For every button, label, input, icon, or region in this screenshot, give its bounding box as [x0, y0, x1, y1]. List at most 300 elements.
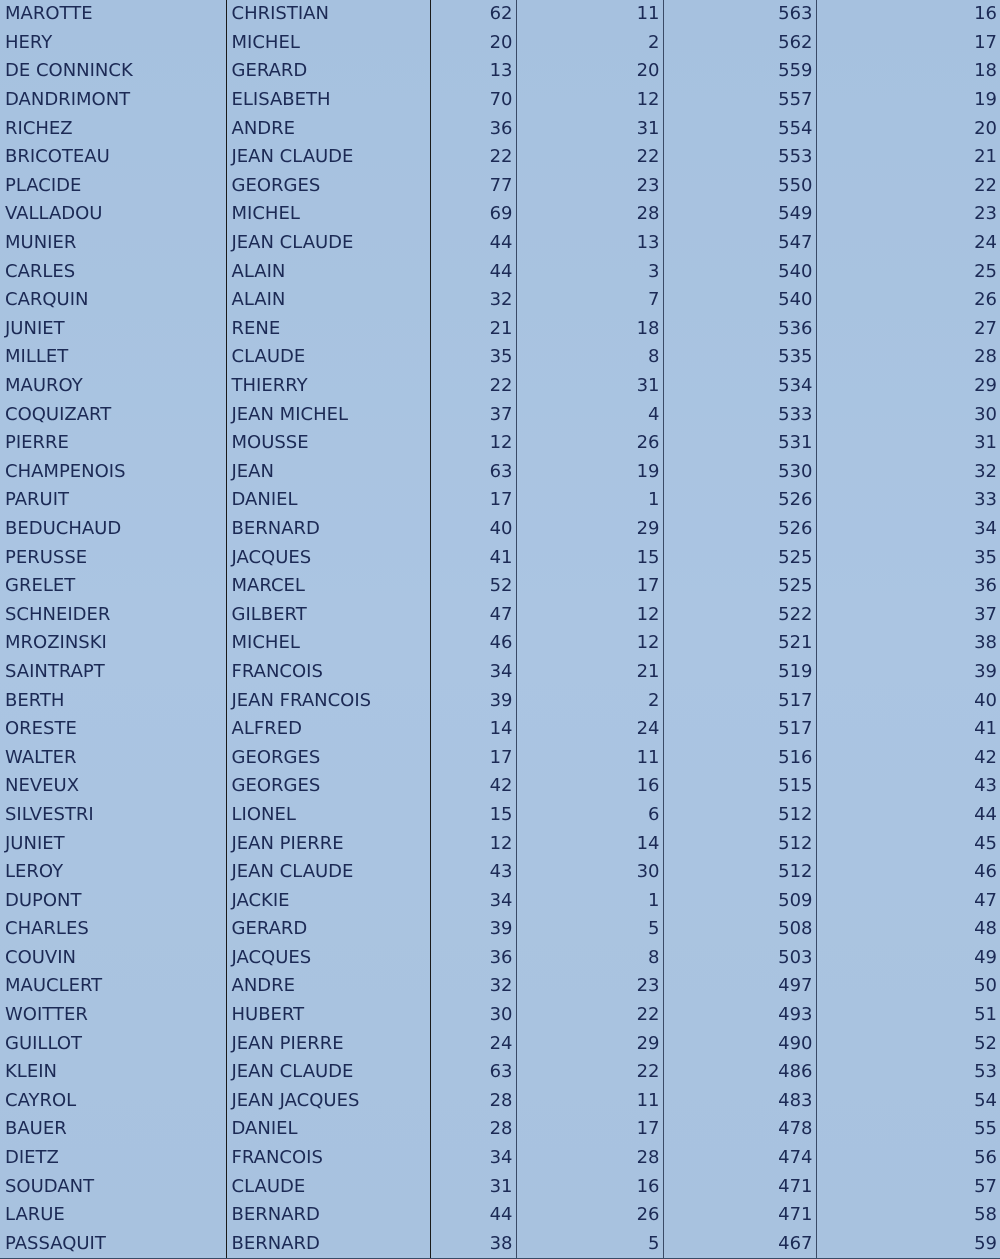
cell-first-name: MICHEL [226, 629, 430, 658]
cell-value-a: 12 [430, 829, 516, 858]
cell-total: 471 [663, 1201, 816, 1230]
cell-total: 547 [663, 229, 816, 258]
cell-value-a: 35 [430, 343, 516, 372]
cell-value-a: 15 [430, 801, 516, 830]
cell-first-name: CLAUDE [226, 343, 430, 372]
table-row [0, 743, 1000, 772]
table-row [0, 172, 1000, 201]
cell-total: 519 [663, 658, 816, 687]
cell-first-name: JEAN CLAUDE [226, 1058, 430, 1087]
cell-last-name: CARLES [5, 260, 76, 282]
cell-value-b: 29 [516, 1029, 663, 1058]
table-row [0, 858, 1000, 887]
cell-value-b: 16 [516, 1172, 663, 1201]
cell-value-b: 15 [516, 543, 663, 572]
cell-last-name: PARUIT [5, 489, 70, 511]
cell-value-b: 7 [516, 286, 663, 315]
cell-value-a: 41 [430, 543, 516, 572]
cell-rank: 56 [816, 1144, 1000, 1173]
cell-total: 559 [663, 57, 816, 86]
cell-value-b: 5 [516, 915, 663, 944]
cell-last-name: DIETZ [5, 1147, 59, 1169]
cell-last-name: DE CONNINCK [5, 60, 133, 82]
cell-rank: 53 [816, 1058, 1000, 1087]
cell-total: 533 [663, 400, 816, 429]
table-row [0, 772, 1000, 801]
cell-total: 534 [663, 372, 816, 401]
cell-total: 540 [663, 286, 816, 315]
cell-value-a: 39 [430, 686, 516, 715]
table-row [0, 257, 1000, 286]
cell-value-b: 12 [516, 600, 663, 629]
cell-total: 483 [663, 1087, 816, 1116]
cell-last-name: GRELET [5, 575, 76, 597]
cell-value-a: 70 [430, 86, 516, 115]
cell-value-a: 34 [430, 658, 516, 687]
cell-total: 478 [663, 1115, 816, 1144]
cell-rank: 45 [816, 829, 1000, 858]
cell-last-name: WOITTER [5, 1004, 88, 1026]
cell-value-b: 31 [516, 372, 663, 401]
cell-value-a: 69 [430, 200, 516, 229]
cell-rank: 34 [816, 515, 1000, 544]
cell-first-name: FRANCOIS [226, 658, 430, 687]
cell-last-name: RICHEZ [5, 117, 73, 139]
cell-value-b: 22 [516, 1001, 663, 1030]
table-row [0, 143, 1000, 172]
cell-rank: 35 [816, 543, 1000, 572]
cell-value-b: 28 [516, 200, 663, 229]
table-row [0, 515, 1000, 544]
cell-value-b: 24 [516, 715, 663, 744]
cell-first-name: GEORGES [226, 172, 430, 201]
cell-first-name: ALFRED [226, 715, 430, 744]
cell-value-a: 38 [430, 1230, 516, 1259]
cell-last-name: BERTH [5, 689, 65, 711]
cell-value-a: 37 [430, 400, 516, 429]
cell-value-a: 44 [430, 1201, 516, 1230]
cell-rank: 49 [816, 944, 1000, 973]
table-row [0, 372, 1000, 401]
cell-last-name: MAUROY [5, 375, 83, 397]
cell-first-name: JACQUES [226, 543, 430, 572]
cell-last-name: SOUDANT [5, 1175, 95, 1197]
cell-value-a: 34 [430, 886, 516, 915]
cell-first-name: JEAN CLAUDE [226, 229, 430, 258]
cell-total: 525 [663, 572, 816, 601]
cell-value-a: 12 [430, 429, 516, 458]
cell-first-name: MOUSSE [226, 429, 430, 458]
cell-value-a: 17 [430, 743, 516, 772]
cell-first-name: BERNARD [226, 1201, 430, 1230]
cell-total: 557 [663, 86, 816, 115]
table-row [0, 944, 1000, 973]
cell-last-name: COUVIN [5, 946, 76, 968]
cell-rank: 52 [816, 1029, 1000, 1058]
table-row [0, 715, 1000, 744]
cell-value-b: 11 [516, 0, 663, 29]
table-row [0, 1144, 1000, 1173]
table-row [0, 658, 1000, 687]
cell-rank: 36 [816, 572, 1000, 601]
cell-first-name: DANIEL [226, 1115, 430, 1144]
cell-rank: 47 [816, 886, 1000, 915]
cell-total: 474 [663, 1144, 816, 1173]
cell-rank: 28 [816, 343, 1000, 372]
cell-value-a: 31 [430, 1172, 516, 1201]
cell-total: 525 [663, 543, 816, 572]
cell-value-a: 42 [430, 772, 516, 801]
cell-value-b: 8 [516, 944, 663, 973]
cell-value-a: 14 [430, 715, 516, 744]
cell-total: 531 [663, 429, 816, 458]
cell-first-name: BERNARD [226, 515, 430, 544]
cell-value-b: 5 [516, 1230, 663, 1259]
cell-last-name: BAUER [5, 1118, 67, 1140]
table-row [0, 29, 1000, 58]
cell-value-b: 22 [516, 1058, 663, 1087]
cell-total: 467 [663, 1230, 816, 1259]
cell-value-a: 34 [430, 1144, 516, 1173]
cell-total: 553 [663, 143, 816, 172]
table-row [0, 972, 1000, 1001]
cell-total: 562 [663, 29, 816, 58]
table-row [0, 1058, 1000, 1087]
cell-first-name: CLAUDE [226, 1172, 430, 1201]
cell-value-a: 44 [430, 257, 516, 286]
cell-value-b: 11 [516, 1087, 663, 1116]
cell-total: 503 [663, 944, 816, 973]
cell-last-name: COQUIZART [5, 403, 112, 425]
cell-value-a: 47 [430, 600, 516, 629]
table-row [0, 0, 1000, 29]
cell-rank: 41 [816, 715, 1000, 744]
cell-value-a: 77 [430, 172, 516, 201]
cell-last-name: MROZINSKI [5, 632, 107, 654]
cell-first-name: ALAIN [226, 286, 430, 315]
cell-value-a: 28 [430, 1087, 516, 1116]
cell-value-b: 19 [516, 458, 663, 487]
cell-value-a: 17 [430, 486, 516, 515]
cell-last-name: CAYROL [5, 1089, 77, 1111]
cell-first-name: LIONEL [226, 801, 430, 830]
cell-rank: 25 [816, 257, 1000, 286]
cell-first-name: JEAN CLAUDE [226, 858, 430, 887]
cell-total: 493 [663, 1001, 816, 1030]
cell-value-a: 36 [430, 114, 516, 143]
cell-total: 512 [663, 829, 816, 858]
cell-total: 517 [663, 686, 816, 715]
cell-first-name: ANDRE [226, 972, 430, 1001]
cell-first-name: JEAN CLAUDE [226, 143, 430, 172]
cell-rank: 48 [816, 915, 1000, 944]
cell-total: 550 [663, 172, 816, 201]
cell-rank: 23 [816, 200, 1000, 229]
cell-value-b: 16 [516, 772, 663, 801]
cell-first-name: JEAN JACQUES [226, 1087, 430, 1116]
cell-value-a: 24 [430, 1029, 516, 1058]
cell-last-name: VALLADOU [5, 203, 103, 225]
cell-last-name: MAUCLERT [5, 975, 103, 997]
table-row [0, 801, 1000, 830]
cell-last-name: BRICOTEAU [5, 146, 110, 168]
cell-value-a: 30 [430, 1001, 516, 1030]
cell-value-b: 26 [516, 1201, 663, 1230]
cell-rank: 18 [816, 57, 1000, 86]
cell-value-b: 13 [516, 229, 663, 258]
table-row [0, 629, 1000, 658]
table-row [0, 458, 1000, 487]
cell-rank: 33 [816, 486, 1000, 515]
table-row [0, 600, 1000, 629]
cell-first-name: MARCEL [226, 572, 430, 601]
cell-total: 512 [663, 858, 816, 887]
cell-first-name: GEORGES [226, 743, 430, 772]
cell-rank: 31 [816, 429, 1000, 458]
cell-rank: 19 [816, 86, 1000, 115]
table-row [0, 1001, 1000, 1030]
cell-value-b: 12 [516, 86, 663, 115]
cell-first-name: THIERRY [226, 372, 430, 401]
cell-first-name: HUBERT [226, 1001, 430, 1030]
cell-value-a: 20 [430, 29, 516, 58]
table-row [0, 572, 1000, 601]
table-row [0, 915, 1000, 944]
cell-total: 540 [663, 257, 816, 286]
cell-value-b: 20 [516, 57, 663, 86]
cell-value-a: 22 [430, 143, 516, 172]
cell-value-a: 13 [430, 57, 516, 86]
cell-last-name: SILVESTRI [5, 803, 94, 825]
cell-value-b: 14 [516, 829, 663, 858]
cell-last-name: PERUSSE [5, 546, 88, 568]
cell-value-b: 28 [516, 1144, 663, 1173]
cell-last-name: MAROTTE [5, 3, 93, 25]
cell-value-b: 23 [516, 172, 663, 201]
cell-rank: 43 [816, 772, 1000, 801]
cell-rank: 51 [816, 1001, 1000, 1030]
cell-value-a: 43 [430, 858, 516, 887]
cell-rank: 54 [816, 1087, 1000, 1116]
cell-last-name: JUNIET [5, 317, 65, 339]
cell-last-name: LEROY [5, 861, 64, 883]
cell-first-name: JEAN PIERRE [226, 1029, 430, 1058]
cell-first-name: GILBERT [226, 600, 430, 629]
cell-last-name: SAINTRAPT [5, 660, 105, 682]
cell-value-b: 11 [516, 743, 663, 772]
cell-last-name: DANDRIMONT [5, 89, 131, 111]
cell-value-b: 1 [516, 886, 663, 915]
cell-last-name: WALTER [5, 746, 77, 768]
cell-rank: 50 [816, 972, 1000, 1001]
cell-first-name: ALAIN [226, 257, 430, 286]
cell-total: 530 [663, 458, 816, 487]
table-row [0, 429, 1000, 458]
cell-rank: 26 [816, 286, 1000, 315]
cell-last-name: PIERRE [5, 432, 69, 454]
cell-total: 549 [663, 200, 816, 229]
cell-first-name: ANDRE [226, 114, 430, 143]
cell-first-name: FRANCOIS [226, 1144, 430, 1173]
cell-first-name: JEAN PIERRE [226, 829, 430, 858]
cell-last-name: MILLET [5, 346, 69, 368]
cell-value-b: 12 [516, 629, 663, 658]
cell-first-name: GEORGES [226, 772, 430, 801]
cell-last-name: CARQUIN [5, 289, 89, 311]
cell-rank: 46 [816, 858, 1000, 887]
cell-value-a: 32 [430, 972, 516, 1001]
table-row [0, 486, 1000, 515]
cell-rank: 42 [816, 743, 1000, 772]
cell-value-b: 6 [516, 801, 663, 830]
cell-last-name: MUNIER [5, 232, 77, 254]
cell-value-a: 21 [430, 315, 516, 344]
cell-first-name: ELISABETH [226, 86, 430, 115]
cell-last-name: CHARLES [5, 918, 89, 940]
table-row [0, 229, 1000, 258]
table-row [0, 1230, 1000, 1259]
cell-value-a: 63 [430, 458, 516, 487]
cell-rank: 55 [816, 1115, 1000, 1144]
cell-value-a: 52 [430, 572, 516, 601]
cell-value-b: 8 [516, 343, 663, 372]
cell-value-b: 21 [516, 658, 663, 687]
cell-first-name: MICHEL [226, 200, 430, 229]
cell-rank: 27 [816, 315, 1000, 344]
cell-value-b: 26 [516, 429, 663, 458]
cell-last-name: SCHNEIDER [5, 603, 111, 625]
cell-first-name: GERARD [226, 915, 430, 944]
cell-rank: 24 [816, 229, 1000, 258]
cell-first-name: GERARD [226, 57, 430, 86]
cell-value-b: 17 [516, 572, 663, 601]
cell-total: 535 [663, 343, 816, 372]
cell-first-name: JEAN FRANCOIS [226, 686, 430, 715]
cell-total: 536 [663, 315, 816, 344]
cell-rank: 59 [816, 1230, 1000, 1259]
cell-total: 517 [663, 715, 816, 744]
cell-first-name: RENE [226, 315, 430, 344]
cell-value-b: 23 [516, 972, 663, 1001]
cell-total: 563 [663, 0, 816, 29]
cell-total: 521 [663, 629, 816, 658]
cell-value-b: 1 [516, 486, 663, 515]
cell-last-name: CHAMPENOIS [5, 460, 126, 482]
cell-total: 512 [663, 801, 816, 830]
cell-first-name: JACKIE [226, 886, 430, 915]
cell-last-name: JUNIET [5, 832, 65, 854]
cell-rank: 30 [816, 400, 1000, 429]
cell-first-name: CHRISTIAN [226, 0, 430, 29]
cell-total: 526 [663, 515, 816, 544]
cell-value-a: 28 [430, 1115, 516, 1144]
cell-last-name: LARUE [5, 1204, 65, 1226]
table-row [0, 400, 1000, 429]
cell-total: 471 [663, 1172, 816, 1201]
cell-last-name: NEVEUX [5, 775, 80, 797]
table-row [0, 286, 1000, 315]
table-row [0, 343, 1000, 372]
cell-rank: 38 [816, 629, 1000, 658]
cell-last-name: GUILLOT [5, 1032, 83, 1054]
table-row [0, 1115, 1000, 1144]
cell-total: 486 [663, 1058, 816, 1087]
cell-value-b: 18 [516, 315, 663, 344]
cell-value-b: 29 [516, 515, 663, 544]
cell-last-name: KLEIN [5, 1061, 57, 1083]
table-row [0, 200, 1000, 229]
cell-total: 497 [663, 972, 816, 1001]
cell-rank: 39 [816, 658, 1000, 687]
cell-value-b: 3 [516, 257, 663, 286]
table-row [0, 1029, 1000, 1058]
cell-last-name: DUPONT [5, 889, 82, 911]
cell-value-a: 46 [430, 629, 516, 658]
cell-total: 490 [663, 1029, 816, 1058]
cell-last-name: HERY [5, 31, 53, 53]
cell-first-name: DANIEL [226, 486, 430, 515]
table-row [0, 1172, 1000, 1201]
table-row [0, 543, 1000, 572]
table-row [0, 86, 1000, 115]
table-row [0, 1087, 1000, 1116]
table-row [0, 114, 1000, 143]
table-row [0, 57, 1000, 86]
cell-value-a: 39 [430, 915, 516, 944]
cell-rank: 40 [816, 686, 1000, 715]
cell-value-a: 22 [430, 372, 516, 401]
cell-value-b: 30 [516, 858, 663, 887]
cell-first-name: MICHEL [226, 29, 430, 58]
table-row [0, 886, 1000, 915]
cell-rank: 58 [816, 1201, 1000, 1230]
table-row [0, 686, 1000, 715]
table-row [0, 1201, 1000, 1230]
cell-rank: 57 [816, 1172, 1000, 1201]
cell-rank: 21 [816, 143, 1000, 172]
cell-first-name: BERNARD [226, 1230, 430, 1259]
cell-value-a: 40 [430, 515, 516, 544]
cell-rank: 22 [816, 172, 1000, 201]
cell-total: 516 [663, 743, 816, 772]
cell-value-b: 2 [516, 29, 663, 58]
cell-total: 522 [663, 600, 816, 629]
cell-first-name: JEAN [226, 458, 430, 487]
cell-value-b: 22 [516, 143, 663, 172]
cell-value-b: 31 [516, 114, 663, 143]
cell-value-a: 36 [430, 944, 516, 973]
table-row [0, 829, 1000, 858]
cell-rank: 20 [816, 114, 1000, 143]
cell-rank: 32 [816, 458, 1000, 487]
cell-value-a: 62 [430, 0, 516, 29]
cell-total: 509 [663, 886, 816, 915]
cell-total: 526 [663, 486, 816, 515]
cell-rank: 17 [816, 29, 1000, 58]
cell-first-name: JACQUES [226, 944, 430, 973]
cell-rank: 29 [816, 372, 1000, 401]
table-row [0, 315, 1000, 344]
cell-value-a: 44 [430, 229, 516, 258]
cell-value-b: 17 [516, 1115, 663, 1144]
cell-total: 554 [663, 114, 816, 143]
cell-last-name: PASSAQUIT [0, 1230, 226, 1259]
cell-value-a: 63 [430, 1058, 516, 1087]
cell-rank: 37 [816, 600, 1000, 629]
cell-last-name: ORESTE [5, 718, 77, 740]
cell-rank: 16 [816, 0, 1000, 29]
cell-first-name: JEAN MICHEL [226, 400, 430, 429]
